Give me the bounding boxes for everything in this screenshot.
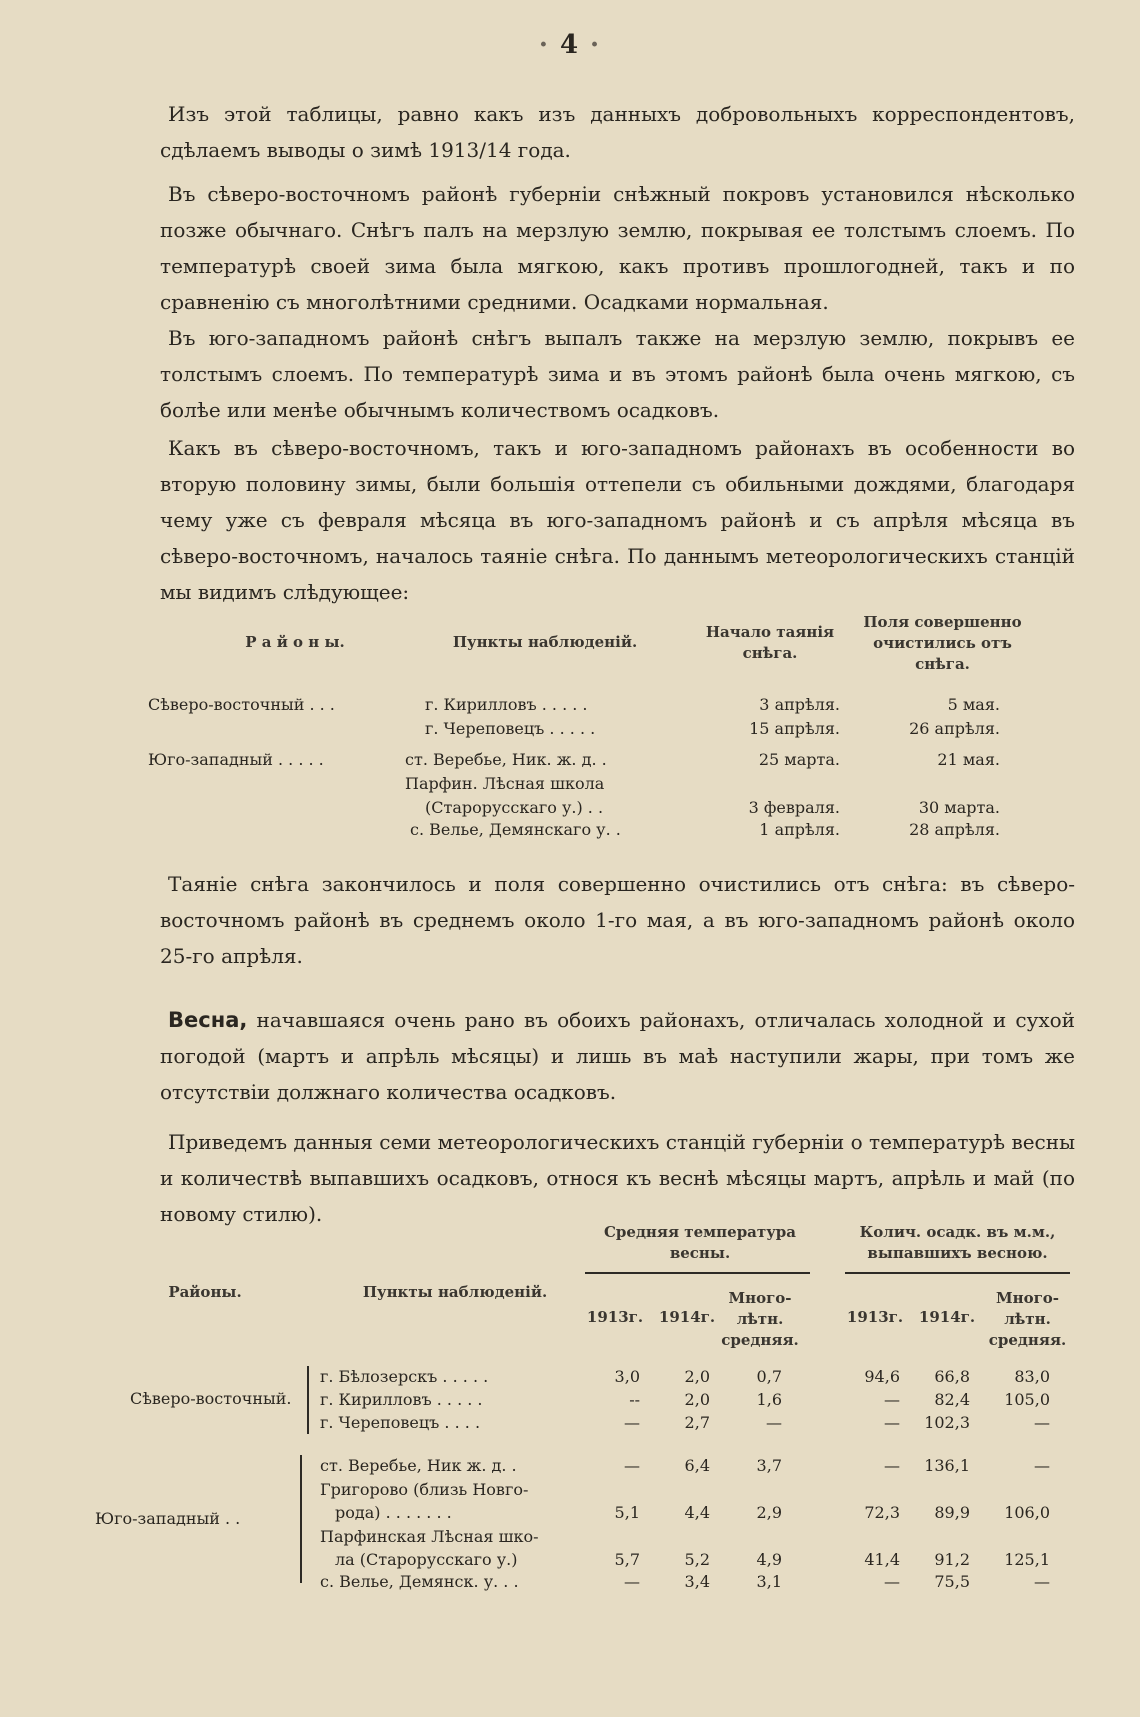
spring-table-header-p1913: 1913г. [846,1308,904,1326]
thaw-table-thaw: 1 апрѣля. [759,820,840,839]
thaw-table-point: ст. Веребье, Ник. ж. д. . [405,750,607,769]
page-number: · 4 · [0,30,1140,60]
thaw-table-clear: 28 апрѣля. [909,820,1000,839]
spring-text: начавшаяся очень рано въ обоихъ районахъ, отличалась холодной и сухой погодой (мартъ и апрѣль мѣсяцы) и лишь въ маѣ наступили жары, при томъ же отсутствіи должнаго количества осадковъ. [160,1008,1075,1104]
spring-table-point: ст. Веребье, Ник ж. д. . [320,1456,517,1475]
thaw-table-clear: 30 марта. [918,798,1000,817]
thaw-table-thaw: 3 февраля. [748,798,840,817]
spring-table-district-northeast: Сѣверо-восточный. [130,1389,292,1408]
thaw-table-point: (Старорусскаго у.) . . [425,798,604,817]
spring-table-pavg: — [1034,1572,1050,1591]
spring-table-p1914: 91,2 [934,1550,970,1569]
spring-table-district-southwest: Юго-западный . . [95,1509,241,1528]
spring-table-t1914: 2,0 [684,1367,710,1386]
spring-table-point: г. Череповецъ . . . . [320,1413,481,1432]
thaw-table-district: Сѣверо-восточный . . . [148,695,335,714]
spring-table-point: Парфинская Лѣсная шко- [320,1527,539,1546]
spring-table-t1914: 2,7 [684,1413,710,1432]
spring-table-pavg: 106,0 [1004,1503,1050,1522]
thaw-table-district: Юго-западный . . . . . [148,750,324,769]
spring-table-p1913: — [884,1456,900,1475]
spring-table-header-temp: Средняя температура весны. [603,1223,797,1262]
spring-table-point: Григорово (близь Новго- [320,1480,529,1499]
spring-table-tavg: 0,7 [756,1367,782,1386]
spring-table-t1914: 5,2 [684,1550,710,1569]
spring-table-pavg: 105,0 [1004,1390,1050,1409]
thaw-table-thaw: 25 марта. [758,750,840,769]
paragraph-southwest: Въ юго-западномъ районѣ снѣгъ выпалъ также на мерзлую землю, покрывъ ее толстымъ слоемъ. По температурѣ зима и въ этомъ районѣ была очень мягкою, съ болѣе или менѣе обычнымъ количествомъ осадковъ. [160,326,1075,422]
spring-table-tavg: 3,7 [756,1456,782,1475]
paragraph-spring [160,1002,1075,1110]
spring-table-point: г. Бѣлозерскъ . . . . . [320,1367,489,1386]
spring-table-t1914: 6,4 [684,1456,710,1475]
spring-table-p1913: 72,3 [864,1503,900,1522]
spring-table-t1913: — [624,1456,640,1475]
spring-table-t1913: 3,0 [614,1367,640,1386]
spring-table-t1914: 4,4 [684,1503,710,1522]
paragraph-thaw: Какъ въ сѣверо-восточномъ, такъ и юго-западномъ районахъ въ особенности во вторую половину зимы, были большія оттепели съ обильными дождями, благодаря чему уже съ февраля мѣсяца въ юго-западномъ районѣ и съ апрѣля мѣсяца въ сѣверо-восточномъ, началось таяніе снѣга. По даннымъ метеорологическихъ станцій мы видимъ слѣдующее: [160,436,1075,604]
spring-table-p1914: 75,5 [934,1572,970,1591]
spring-table-tavg: — [766,1413,782,1432]
thaw-table-clear: 21 мая. [937,750,1000,769]
thaw-table-thaw: 3 апрѣля. [759,695,840,714]
spring-table-t1913: 5,7 [614,1550,640,1569]
thaw-table-header-district: Р а й о н ы. [245,633,345,651]
spring-table-header-t1913: 1913г. [586,1308,644,1326]
spring-table-t1914: 2,0 [684,1390,710,1409]
spring-table-tavg: 3,1 [756,1572,782,1591]
thaw-table-point: с. Велье, Демянскаго у. . [410,820,621,839]
spring-table-pavg: 125,1 [1004,1550,1050,1569]
spring-table-header-precip: Колич. осадк. въ м.м., выпавшихъ весною. [859,1223,1056,1262]
thaw-table-header-fields-clear: Поля совершенно очистились отъ снѣга. [863,613,1022,673]
spring-table-p1913: 41,4 [864,1550,900,1569]
spring-table-p1913: — [884,1413,900,1432]
spring-table-tavg: 2,9 [756,1503,782,1522]
spring-table-header-points: Пункты наблюденій. [362,1283,548,1301]
spring-table-tavg: 4,9 [756,1550,782,1569]
paragraph-intro: Изъ этой таблицы, равно какъ изъ данныхъ добровольныхъ корреспондентовъ, сдѣлаемъ выводы о зимѣ 1913/14 года. [160,102,1075,162]
thaw-table-clear: 5 мая. [947,695,1000,714]
spring-table-pavg: — [1034,1456,1050,1475]
paragraph-thaw-end: Таяніе снѣга закончилось и поля совершенно очистились отъ снѣга: въ сѣверо-восточномъ районѣ въ среднемъ около 1-го мая, а въ юго-западномъ районѣ около 25-го апрѣля. [160,872,1075,968]
spring-table-t1913: — [624,1572,640,1591]
spring-table-header-tavg: Много-лѣтн. средняя. [721,1289,799,1349]
spring-table-p1914: 89,9 [934,1503,970,1522]
spring-table-p1913: — [884,1572,900,1591]
spring-table-p1914: 82,4 [934,1390,970,1409]
spring-table-point: рода) . . . . . . . [335,1503,452,1522]
spring-table-rule-precip [845,1272,1070,1274]
spring-table-pavg: 83,0 [1014,1367,1050,1386]
spring-table-tavg: 1,6 [756,1390,782,1409]
thaw-table-thaw: 15 апрѣля. [749,719,840,738]
spring-table-header-pavg: Много-лѣтн. средняя. [988,1289,1067,1349]
spring-lead: Весна, [168,1008,248,1032]
spring-table-point: ла (Старорусскаго у.) [335,1550,518,1569]
spring-table-point: г. Кирилловъ . . . . . [320,1390,483,1409]
thaw-table-clear: 26 апрѣля. [909,719,1000,738]
thaw-table-point: г. Кирилловъ . . . . . [425,695,588,714]
spring-table-p1914: 102,3 [924,1413,970,1432]
spring-table-p1914: 66,8 [934,1367,970,1386]
spring-table-pavg: — [1034,1413,1050,1432]
spring-table-t1913: 5,1 [614,1503,640,1522]
thaw-table-point: Парфин. Лѣсная школа [405,774,605,793]
spring-table-p1914: 136,1 [924,1456,970,1475]
thaw-table-header-points: Пункты наблюденій. [452,633,638,651]
thaw-table-header-thaw-start: Начало таянія снѣга. [705,623,835,662]
paragraph-stations: Приведемъ данныя семи метеорологическихъ станцій губерніи о температурѣ весны и количествѣ выпавшихъ осадковъ, относя къ веснѣ мѣсяцы мартъ, апрѣль и май (по новому стилю). [160,1130,1075,1226]
spring-table-point: с. Велье, Демянск. у. . . [320,1572,519,1591]
spring-table-brace-southwest [300,1455,302,1583]
spring-table-rule-temp [585,1272,810,1274]
spring-table-header-t1914: 1914г. [658,1308,716,1326]
spring-table-p1913: 94,6 [864,1367,900,1386]
spring-table-t1913: — [624,1413,640,1432]
spring-table-p1913: — [884,1390,900,1409]
spring-table-brace-northeast [307,1366,309,1434]
spring-table-t1914: 3,4 [684,1572,710,1591]
paragraph-northeast: Въ сѣверо-восточномъ районѣ губерніи снѣжный покровъ установился нѣсколько позже обычнаго. Снѣгъ палъ на мерзлую землю, покрывая ее толстымъ слоемъ. По температурѣ своей зима была мягкою, какъ противъ прошлогодней, такъ и по сравненію съ многолѣтними средними. Осадками нормальная. [160,182,1075,314]
spring-table-header-p1914: 1914г. [918,1308,976,1326]
spring-table-header-district: Районы. [168,1283,242,1301]
spring-table-t1913: -- [629,1390,640,1409]
thaw-table-point: г. Череповецъ . . . . . [425,719,596,738]
